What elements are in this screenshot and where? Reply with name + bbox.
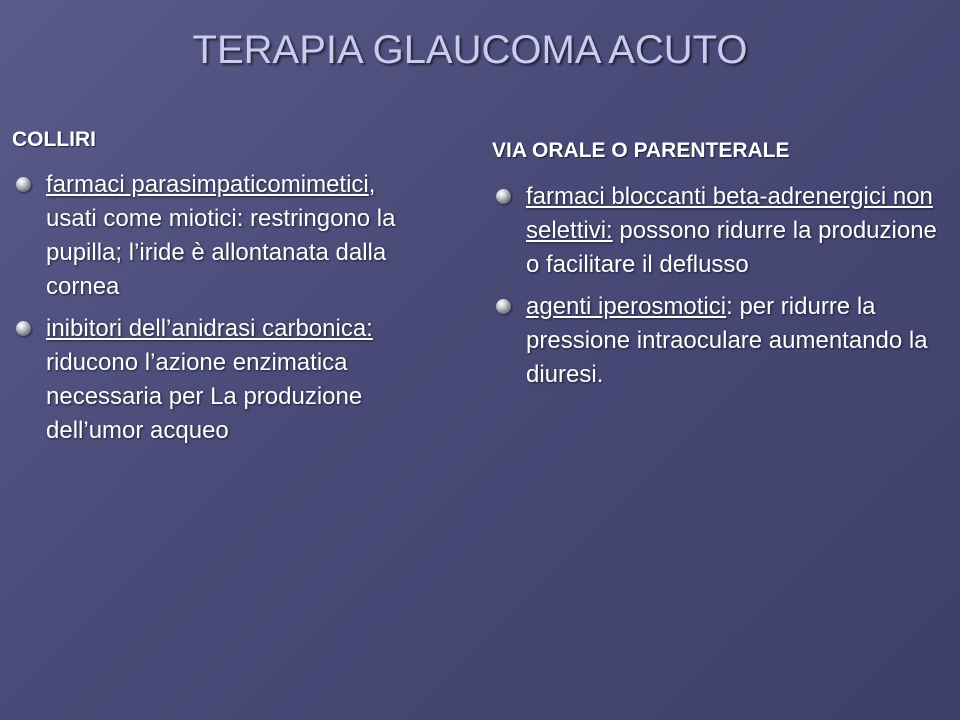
left-bullet-list [14,168,404,456]
item-text: riducono l’azione enzimatica necessaria per La produzione dell’umor acqueo [46,349,363,444]
item-term: inibitori dell’anidrasi carbonica: [46,315,373,342]
sphere-bullet-icon [16,177,31,192]
sphere-bullet-icon [496,299,511,314]
item-text: possono ridurre la produzione o facilitare il deflusso [526,217,937,278]
list-item [14,312,404,448]
list-item [494,180,954,282]
slide-title: TERAPIA GLAUCOMA ACUTO [192,28,748,72]
list-item [14,168,404,304]
item-term: agenti iperosmotici [526,293,727,320]
sphere-bullet-icon [496,189,511,204]
sphere-bullet-icon [16,321,31,336]
right-bullet-list [494,180,954,400]
item-text: : per ridurre la pressione intraoculare aumentando la diuresi. [526,293,928,388]
item-text: , usati come miotici: restringono la pupilla; l’iride è allontanata dalla cornea [46,171,396,300]
item-term: farmaci bloccanti beta-adrenergici non selettivi: [526,183,933,244]
left-column-heading: COLLIRI [12,128,96,151]
item-term: farmaci parasimpaticomimetici [46,171,369,198]
list-item [494,290,954,392]
right-column-heading: VIA ORALE O PARENTERALE [492,139,790,162]
